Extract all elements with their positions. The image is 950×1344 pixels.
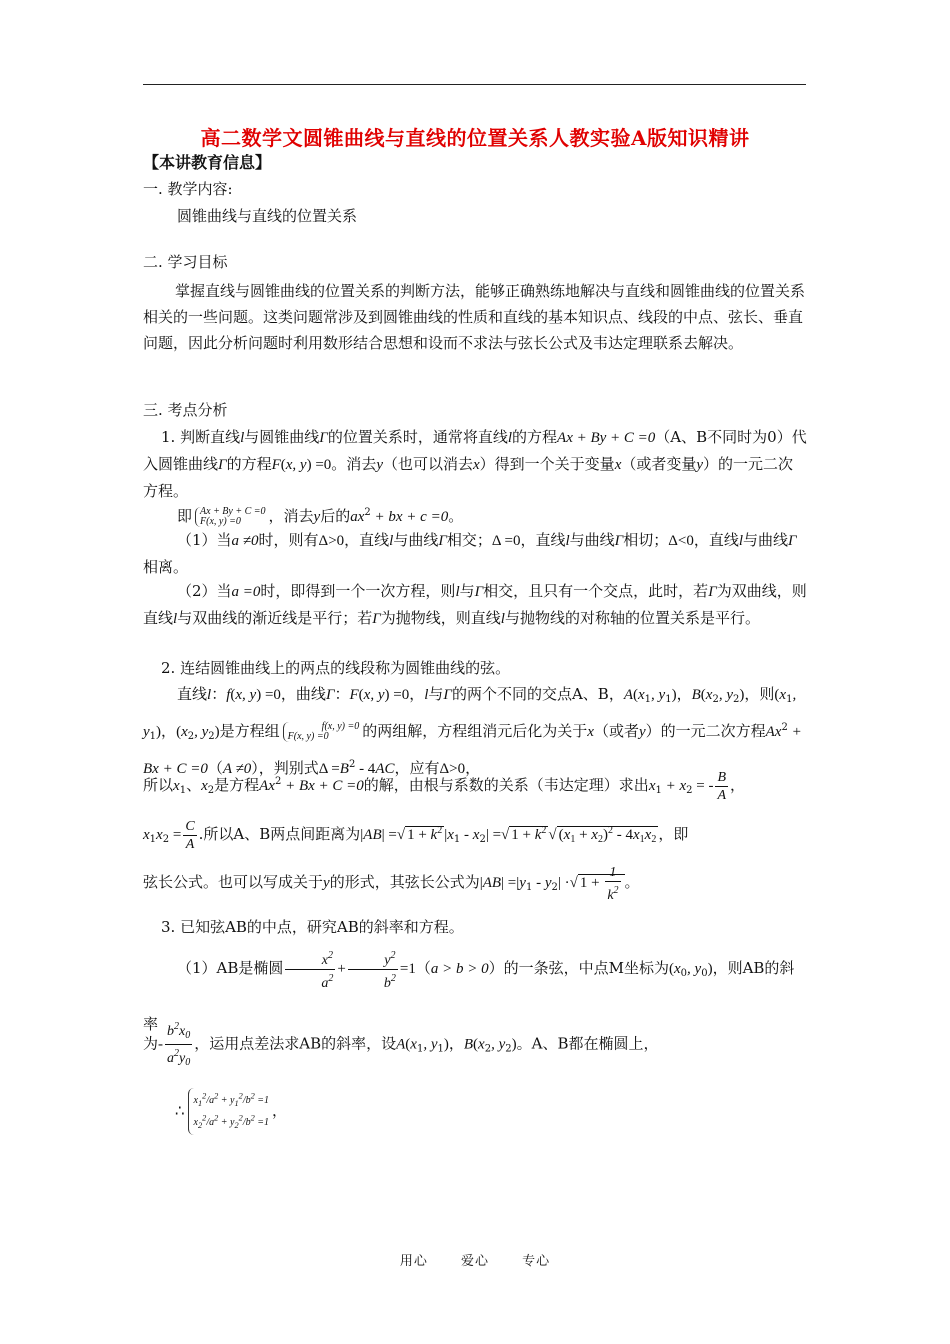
point-3-case-1: （1）AB是椭圆 $\frac{x^2}{a^2}$ + $\frac{y^2}{b^2}$ =1（a > b > 0）的一条弦，中点M坐标为($x_0$, $y_0$)，则AB的斜率 [143, 943, 808, 1049]
point-1-case-1: （1）当a ≠0时，则有Δ>0，直线l与曲线Γ相交；Δ =0，直线l与曲线Γ相切；Δ<0，直线l与曲线Γ相离。 [143, 531, 797, 576]
footer [0, 1250, 950, 1269]
footer-item: 用心 [399, 1254, 428, 1269]
point-1-case-2: （2）当a =0时，即得到一个一次方程，则l与Γ相交，且只有一个交点，此时，若Γ为双曲线，则直线l与双曲线的渐近线是平行；若Γ为抛物线，则直线l与抛物线的对称轴的位置关系是平行。 [143, 582, 807, 627]
point-3-system: $\therefore x_1^2/a^2 + y_1^2/b^2 =1$ $x_2^2/a^2 + y_2^2/b^2 =1$， [175, 1088, 840, 1135]
footer-item: 爱心 [460, 1254, 489, 1269]
point-3-slope: 为- $\frac{b^2x_0}{a^2y_0}$ ，运用点差法求AB的斜率，设$A(x_1$, $y_1$)，$B(x_2$, $y_2$)。A、B都在椭圆上， [143, 1018, 808, 1075]
point-2-vieta: 所以$x_1$、$x_2$是方程$Ax^2 + Bx + C =0$的解，由根与系数的关系（韦达定理）求出$x_1 + x_2$ = - $\frac{B}{A}$ ， $x_1x_2$ = $\frac{C}{A}$ .所以A、B两点间距离为|AB| =√ $1 + k^2$ $|x_1 - x_2|$ =√ $1 + k^2$ √ $(x_1 + x_2)^2 - 4x_1x_2$ ，即 [143, 769, 746, 852]
point-2-chord: 弦长公式。也可以写成关于y的形式，其弦长公式为$|AB| =|y_1 - y_2|$ ·√ 1 + $\frac{1}{k^2}$ 。 [143, 864, 640, 903]
section-1-heading: 一. 教学内容: [143, 180, 233, 198]
document-title: 高二数学文圆锥曲线与直线的位置关系人教实验A版知识精讲 [200, 126, 750, 150]
footer-item: 专心 [522, 1254, 551, 1269]
info-header: 【本讲教育信息】 [143, 153, 272, 172]
point-2: 2. 连结圆锥曲线上的两点的线段称为圆锥曲线的弦。 [161, 659, 511, 677]
point-1: 1. 判断直线l与圆锥曲线Γ的位置关系时，通常将直线l的方程Ax + By + C =0（A、B不同时为0）代入圆锥曲线Γ的方程F(x, y) =0。消去y（也可以消去x）得到一个关于变量x（或者变量y）的一元二次方程。 [143, 428, 807, 500]
point-1-system: 即 Ax + By + C =0 F(x, y) =0 ，消去y后的$ax^2$ + bx + c =0。 [177, 506, 464, 527]
point-3: 3. 已知弦AB的中点，研究AB的斜率和方程。 [161, 918, 464, 936]
point-2-body: 直线l：f(x, y) =0，曲线Γ：F(x, y) =0，l与Γ的两个不同的交点A、B，$A(x_1$, $y_1$)，$B(x_2$, $y_2$)，则($x_1$, $y_1$)，($x_2$, $y_2$)是方程组 f(x, y) =0 F(x, y) =0 的两组解，方程组消元后化为关于x（或者y）的一元二次方程$Ax^2 + Bx + C =0(A \ne 0)$，判别式$\Delta =B^2 - 4AC$，应有Δ>0， [143, 685, 802, 777]
section-3-heading: 三. 考点分析 [143, 401, 228, 419]
header-rule [143, 84, 806, 85]
section-2-body: 掌握直线与圆锥曲线的位置关系的判断方法，能够正确熟练地解决与直线和圆锥曲线的位置关系相关的一些问题。这类问题常涉及到圆锥曲线的性质和直线的基本知识点、线段的中点、弦长、垂直问题，因此分析问题时利用数形结合思想和设而不求法与弦长公式及韦达定理联系去解决。 [143, 282, 806, 352]
section-2-heading: 二. 学习目标 [143, 253, 228, 271]
section-1-body: 圆锥曲线与直线的位置关系 [177, 207, 358, 225]
